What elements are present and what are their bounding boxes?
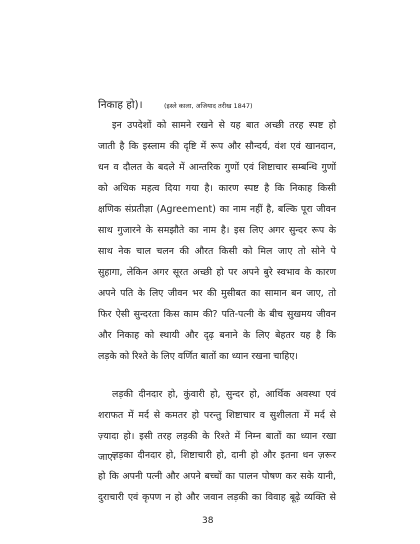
text-line: इन उपदेशों को सामने रखने से यह बात अच्छी तरह स्पष्ट हो	[112, 120, 336, 131]
text-line: साथ गुजारने के समझौते का नाम है। इस लिए अगर सुन्दर रूप के	[98, 225, 336, 236]
text-line: और निकाह को स्थायी और दृढ़ बनाने के लिए बेहतर यह है कि	[98, 330, 336, 341]
paragraph-1	[98, 121, 336, 362]
continuation-text: निकाह हो)।	[98, 99, 143, 111]
text-line: फिर ऐसी सुन्दरता किस काम की? पति-पत्नी के बीच सुखमय जीवन	[98, 309, 336, 320]
page-number: 38	[202, 516, 214, 526]
text-line: अपने पति के लिए जीवन भर की मुसीबत का सामान बन जाए, तो	[98, 288, 336, 299]
text-line: दुराचारी एवं कृपण न हो और जवान लड़की का विवाह बूढ़े व्यक्ति से	[98, 492, 336, 503]
text-line: साथ नेक चाल चलन की औरत किसी को मिल जाए तो सोने पे	[98, 246, 336, 257]
text-line: लड़की दीनदार हो, कुंवारी हो, सुन्दर हो, आर्थिक अवस्था एवं	[112, 389, 336, 400]
text-line: लड़के को रिश्ते के लिए वर्णित बातों का ध्यान रखना चाहिए।	[98, 351, 298, 362]
text-line: धन व दौलत के बदले में आन्तरिक गुणों एवं शिष्टाचार सम्बन्धि गुणों	[98, 162, 336, 173]
citation-reference: (इस्ले काला, अजियाद तरीख 1847)	[163, 102, 253, 110]
text-line: को अधिक महत्व दिया गया है। कारण स्पष्ट है कि निकाह किसी	[98, 183, 336, 194]
text-line: हो कि अपनी पत्नी और अपने बच्चों का पालन पोषण कर सके यानी,	[98, 471, 336, 482]
text-line: ज़्यादा हो। इसी तरह लड़की के रिश्ते में निम्न बातों का ध्यान रखा	[98, 431, 336, 442]
text-line: शराफत में मर्द से कमतर हो परन्तु शिष्टाचार व सुशीलता में मर्द से	[98, 410, 336, 421]
continuation-line	[98, 98, 253, 112]
text-line: क्षणिक संप्रतीज्ञा (Agreement) का नाम नहीं है, बल्कि पूरा जीवन	[98, 204, 336, 215]
text-line: जाती है कि इस्लाम की दृष्टि में रूप और सौन्दर्य, वंश एवं खानदान,	[98, 141, 336, 152]
text-line: लड़का दीनदार हो, शिष्टाचारी हो, दानी हो और इतना धन ज़रूर	[112, 450, 336, 461]
text-line: सुहागा, लेकिन अगर सूरत अच्छी हो पर अपने बुरे स्वभाव के कारण	[98, 267, 336, 278]
paragraph-3	[98, 451, 336, 503]
text-line: जाए।	[98, 452, 117, 463]
